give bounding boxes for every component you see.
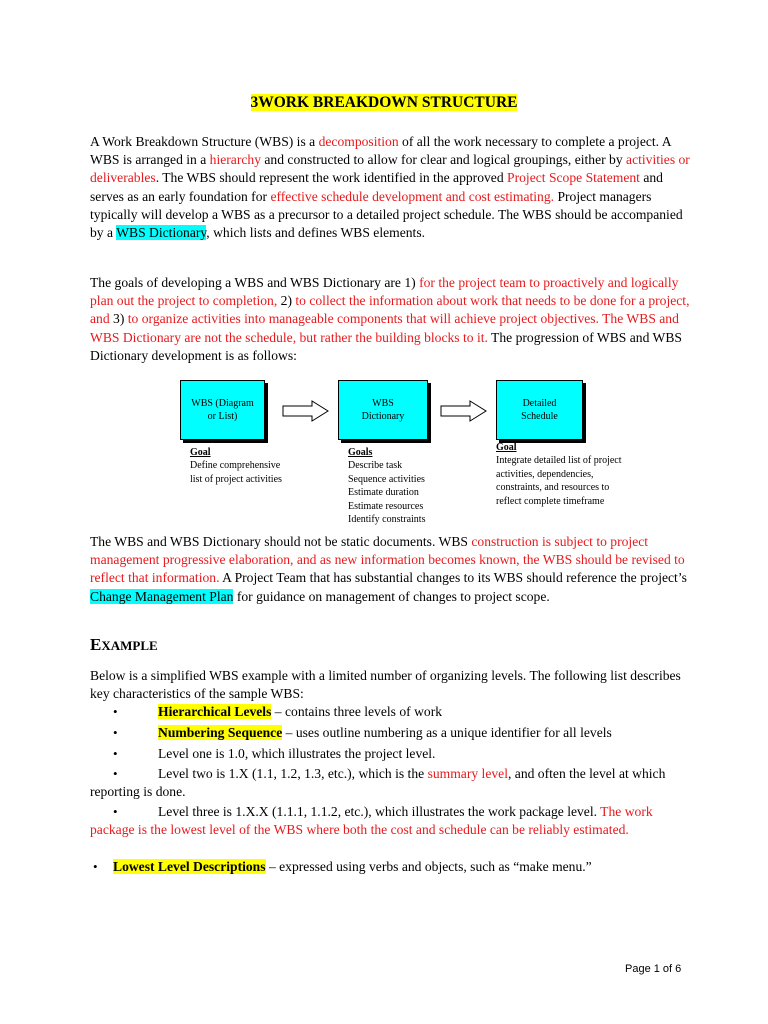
intro-red-text: activities or deliverables xyxy=(90,152,690,186)
bullet-dot: • xyxy=(93,859,98,874)
box-label-line: WBS xyxy=(372,398,394,409)
bullet-red-text: The work package is the lowest level of the WBS where both the cost and schedule can be reliably estimated. xyxy=(90,804,653,838)
goal-line: constraints, and resources to xyxy=(496,482,610,494)
title-text: 3WORK BREAKDOWN STRUCTURE xyxy=(250,94,518,111)
bullet-dot: • xyxy=(113,725,118,740)
goals-paragraph xyxy=(90,274,690,365)
bullet-text: – contains three levels of work xyxy=(271,704,443,719)
example-heading-rest: XAMPLE xyxy=(101,638,158,653)
goal-wbs-dictionary xyxy=(348,446,425,526)
wbs-dictionary-box xyxy=(338,380,428,440)
intro-text: . The WBS should represent the work identified in the approved xyxy=(155,170,508,186)
static-text: The WBS and WBS Dictionary should not be static documents. WBS xyxy=(90,534,472,549)
bullet-dot: • xyxy=(113,746,118,761)
intro-paragraph xyxy=(90,133,690,242)
goal-heading: Goals xyxy=(348,447,373,458)
goals-text: The progression of WBS and WBS Dictionary development is as follows: xyxy=(90,329,682,363)
box-label-line: Detailed xyxy=(522,398,557,409)
goals-red-text: to organize activities into manageable components that will achieve project objectives. The WBS and WBS Dictionary are not the schedule, but rather the building blocks to it. xyxy=(90,311,679,345)
static-red-text: construction is subject to project management progressive elaboration, and as new information becomes known, the WBS should be revised to reflect that information. xyxy=(90,534,685,586)
bullet-red-text: summary level xyxy=(427,766,508,781)
goal-line: list of project activities xyxy=(190,473,282,485)
wbs-box xyxy=(180,380,265,440)
intro-red-text: effective schedule development and cost estimating. xyxy=(270,188,555,204)
static-text: for guidance on management of changes to project scope. xyxy=(233,588,550,604)
right-arrow-icon xyxy=(440,400,488,422)
bullet-label: Lowest Level Descriptions xyxy=(113,859,266,874)
goal-line: reflect complete timeframe xyxy=(496,495,605,507)
bullet-numbering-sequence xyxy=(158,724,688,742)
intro-text: Project managers typically will develop a WBS as a precursor to a detailed project schedule. The WBS should be accompanied by a xyxy=(90,188,683,241)
goal-wbs xyxy=(190,446,282,486)
intro-red-text: Project Scope Statement xyxy=(507,170,640,186)
goal-line: Define comprehensive xyxy=(190,460,281,472)
page-number: Page 1 of 6 xyxy=(625,963,682,975)
bullet-label: Numbering Sequence xyxy=(158,725,283,740)
bullet-text: – expressed using verbs and objects, such as “make menu.” xyxy=(265,859,592,874)
goals-text: The goals of developing a WBS and WBS Dictionary are 1) xyxy=(90,275,420,290)
bullet-dot: • xyxy=(113,766,118,781)
goal-heading: Goal xyxy=(190,447,211,458)
static-text: A Project Team that has substantial changes to its WBS should reference the project’s xyxy=(219,570,687,586)
bullet-level-one: Level one is 1.0, which illustrates the project level. xyxy=(158,746,436,761)
intro-red-text: decomposition xyxy=(318,134,399,149)
intro-text: and constructed to allow for clear and logical groupings, either by xyxy=(261,152,627,168)
goal-detailed-schedule xyxy=(496,441,622,508)
bullet-label: Hierarchical Levels xyxy=(158,704,272,719)
goal-line: Sequence activities xyxy=(348,473,425,485)
bullet-lowest-level xyxy=(113,858,693,876)
intro-red-text: hierarchy xyxy=(209,152,261,168)
goal-line: Identify constraints xyxy=(348,514,426,526)
example-intro: Below is a simplified WBS example with a limited number of organizing levels. The following list describes key characteristics of the sample WBS: xyxy=(90,668,681,702)
right-arrow-icon xyxy=(282,400,330,422)
example-heading xyxy=(90,635,158,656)
goal-line: Integrate detailed list of project xyxy=(496,455,622,467)
static-paragraph xyxy=(90,533,690,606)
change-management-plan-highlight: Change Management Plan xyxy=(90,588,234,604)
goal-line: Describe task xyxy=(348,460,403,472)
example-heading-initial: E xyxy=(90,635,102,654)
goals-red-text: for the project team to proactively and logically plan out the project to completion, xyxy=(90,275,679,309)
box-label-line: or List) xyxy=(207,411,238,422)
bullet-text: Level two is 1.X (1.1, 1.2, 1.3, etc.), which is the xyxy=(158,766,428,781)
goal-heading: Goal xyxy=(496,442,517,453)
detailed-schedule-box xyxy=(496,380,583,440)
intro-text: and serves as an early foundation for xyxy=(90,170,663,204)
wbs-dictionary-highlight: WBS Dictionary xyxy=(116,225,207,241)
box-label-line: Dictionary xyxy=(361,411,405,422)
bullet-text: Level three is 1.X.X (1.1.1, 1.1.2, etc.), which illustrates the work package level. xyxy=(158,804,601,819)
bullet-level-two xyxy=(90,765,690,801)
goal-line: Estimate resources xyxy=(348,500,424,512)
box-label-line: WBS (Diagram xyxy=(191,398,254,409)
intro-text: A Work Breakdown Structure (WBS) is a xyxy=(90,134,319,149)
bullet-hierarchical-levels xyxy=(158,703,688,721)
goal-line: activities, dependencies, xyxy=(496,468,594,480)
intro-text: of all the work necessary to complete a project. A WBS is arranged in a xyxy=(90,134,671,168)
goals-text: 2) xyxy=(277,293,296,309)
intro-text: , which lists and defines WBS elements. xyxy=(206,225,426,241)
goals-red-text: to collect the information about work that needs to be done for a project, and xyxy=(90,293,690,327)
page-title xyxy=(0,93,768,113)
bullet-dot: • xyxy=(113,804,118,819)
bullet-dot: • xyxy=(113,704,118,719)
goal-line: Estimate duration xyxy=(348,487,419,499)
bullet-level-three xyxy=(90,803,690,839)
box-label-line: Schedule xyxy=(521,411,558,422)
bullet-text: – uses outline numbering as a unique identifier for all levels xyxy=(282,725,612,740)
bullet-text: , and often the level at which reporting is done. xyxy=(90,766,666,800)
goals-text: 3) xyxy=(109,311,128,327)
